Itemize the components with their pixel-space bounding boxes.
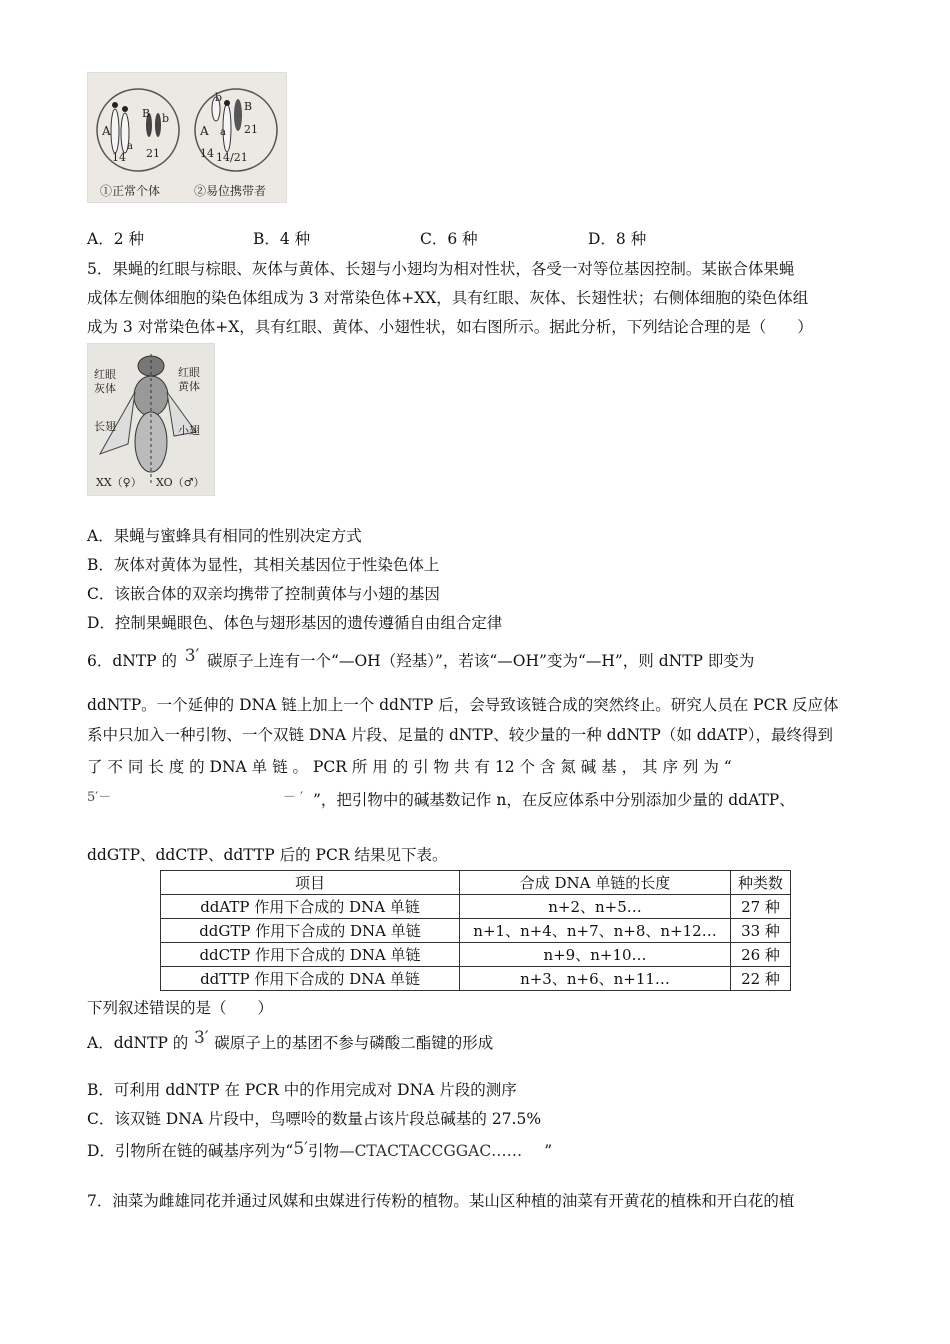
label-21b: 21 bbox=[244, 123, 258, 136]
fly-male-label: XO（♂） bbox=[156, 476, 205, 489]
label-14b: 14 bbox=[200, 147, 214, 160]
table-cell: ddTTP 作用下合成的 DNA 单链 bbox=[161, 967, 460, 991]
table-cell: 27 种 bbox=[731, 895, 791, 919]
table-header: 种类数 bbox=[731, 871, 791, 895]
label-A2: A bbox=[200, 124, 209, 138]
q6-line-3: 系中只加入一种引物、一个双链 DNA 片段、足量的 dNTP、较少量的一种 ddNTP（如 ddATP），最终得到 bbox=[87, 726, 833, 744]
table-cell: 26 种 bbox=[731, 943, 791, 967]
table-cell: 22 种 bbox=[731, 967, 791, 991]
q6-stem: 下列叙述错误的是（ ） bbox=[87, 999, 274, 1017]
q6-line-5: 5′－ － ′ ”，把引物中的碱基数记作 n，在反应体系中分别添加少量的 ddATP、 bbox=[87, 790, 795, 809]
table-cell: n+1、n+4、n+7、n+8、n+12… bbox=[460, 919, 731, 943]
fly-left-eye: 红眼 bbox=[94, 368, 116, 381]
fly-right-body: 黄体 bbox=[178, 380, 200, 393]
pcr-results-table bbox=[160, 870, 791, 991]
table-row bbox=[161, 967, 791, 991]
label-A: A bbox=[102, 124, 111, 138]
q4-option-d: D．8 种 bbox=[588, 230, 647, 248]
q6-line-4: 了 不 同 长 度 的 DNA 单 链 。 PCR 所 用 的 引 物 共 有 12 个 含 氮 碱 基 ， 其 序 列 为 “ bbox=[87, 758, 732, 776]
table-cell: n+9、n+10… bbox=[460, 943, 731, 967]
q6-line-2: ddNTP。一个延伸的 DNA 链上加上一个 ddNTP 后，会导致该链合成的突然终止。研究人员在 PCR 反应体 bbox=[87, 696, 839, 714]
table-cell: ddCTP 作用下合成的 DNA 单链 bbox=[161, 943, 460, 967]
caption-carrier: ②易位携带者 bbox=[194, 184, 267, 198]
label-a2: a bbox=[220, 127, 226, 138]
caption-normal: ①正常个体 bbox=[100, 184, 161, 198]
q5-line-1: 5．果蝇的红眼与棕眼、灰体与黄体、长翅与小翅均为相对性状，各受一对等位基因控制。某嵌合体果蝇 bbox=[87, 260, 795, 278]
q6-option-a: A．ddNTP 的 3′ 碳原子上的基团不参与磷酸二酯键的形成 bbox=[87, 1028, 494, 1052]
table-cell: 33 种 bbox=[731, 919, 791, 943]
label-a: a bbox=[127, 141, 133, 152]
fly-left-body: 灰体 bbox=[94, 382, 116, 395]
label-14-21: 14/21 bbox=[216, 151, 248, 164]
table-cell: ddGTP 作用下合成的 DNA 单链 bbox=[161, 919, 460, 943]
q5-option-b: B．灰体对黄体为显性，其相关基因位于性染色体上 bbox=[87, 556, 440, 574]
fruit-fly-figure bbox=[87, 343, 215, 496]
q6-option-c: C．该双链 DNA 片段中，鸟嘌呤的数量占该片段总碱基的 27.5% bbox=[87, 1110, 542, 1128]
table-header: 项目 bbox=[161, 871, 460, 895]
q6-line-6: ddGTP、ddCTP、ddTTP 后的 PCR 结果见下表。 bbox=[87, 846, 448, 864]
q5-line-2: 成体左侧体细胞的染色体组成为 3 对常染色体+XX，具有红眼、灰体、长翅性状；右侧体细胞的染色体组 bbox=[87, 289, 809, 307]
label-21: 21 bbox=[146, 147, 160, 160]
label-B: B bbox=[142, 107, 151, 120]
fly-left-wing: 长翅 bbox=[94, 420, 116, 433]
q5-option-a: A．果蝇与蜜蜂具有相同的性别决定方式 bbox=[87, 527, 362, 545]
fly-female-label: XX（♀） bbox=[96, 476, 142, 489]
fly-right-eye: 红眼 bbox=[178, 366, 200, 379]
q4-option-a: A．2 种 bbox=[87, 230, 144, 248]
label-b2: b bbox=[215, 91, 223, 104]
q6-option-b: B．可利用 ddNTP 在 PCR 中的作用完成对 DNA 片段的测序 bbox=[87, 1081, 517, 1099]
q5-option-c: C．该嵌合体的双亲均携带了控制黄体与小翅的基因 bbox=[87, 585, 440, 603]
three-prime: 3′ bbox=[184, 646, 200, 666]
table-cell: n+2、n+5… bbox=[460, 895, 731, 919]
fly-right-wing: 小翅 bbox=[178, 424, 200, 437]
label-B2: B bbox=[244, 100, 253, 113]
q6-line-1: 6．dNTP 的 3′ 碳原子上连有一个“—OH（羟基）”，若该“—OH”变为“—H”，则 dNTP 即变为 bbox=[87, 646, 755, 670]
label-b: b bbox=[162, 112, 170, 125]
table-row bbox=[161, 919, 791, 943]
table-cell: n+3、n+6、n+11… bbox=[460, 967, 731, 991]
table-cell: ddATP 作用下合成的 DNA 单链 bbox=[161, 895, 460, 919]
q5-line-3: 成为 3 对常染色体+X，具有红眼、黄体、小翅性状，如右图所示。据此分析，下列结论合理的是（ ） bbox=[87, 318, 813, 336]
q4-option-c: C．6 种 bbox=[420, 230, 478, 248]
table-row bbox=[161, 943, 791, 967]
q4-option-b: B．4 种 bbox=[253, 230, 311, 248]
q6-option-d: D．引物所在链的碱基序列为“5′引物—CTACTACCGGAC…… ” bbox=[87, 1139, 553, 1160]
table-header: 合成 DNA 单链的长度 bbox=[460, 871, 731, 895]
q5-option-d: D．控制果蝇眼色、体色与翅形基因的遗传遵循自由组合定律 bbox=[87, 614, 503, 632]
label-14: 14 bbox=[112, 151, 126, 164]
q7-line-1: 7．油菜为雌雄同花并通过风媒和虫媒进行传粉的植物。某山区种植的油菜有开黄花的植株和开白花的植 bbox=[87, 1192, 795, 1210]
table-row bbox=[161, 895, 791, 919]
chromosome-figure bbox=[87, 72, 287, 203]
table-header-row bbox=[161, 871, 791, 895]
